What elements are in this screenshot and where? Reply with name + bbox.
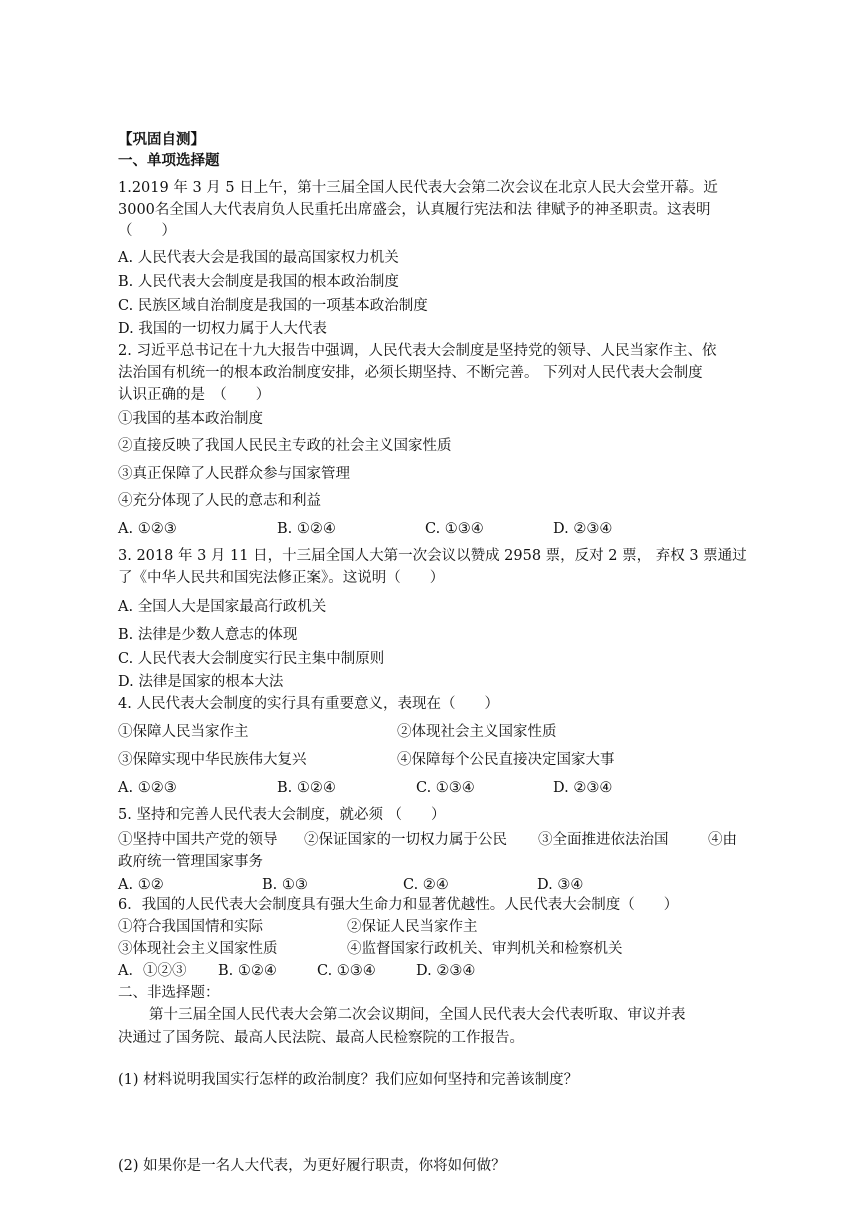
q6-item-4: ④监督国家行政机关、审判机关和检察机关 — [347, 941, 623, 957]
q2-item-1: ①我国的基本政治制度 — [118, 411, 263, 427]
q2-item-3: ③真正保障了人民群众参与国家管理 — [118, 466, 350, 482]
q4-option-a: A. ①②③ — [118, 780, 177, 796]
heading: 【巩固自测】 — [118, 131, 205, 148]
q2-item-2: ②直接反映了我国人民民主专政的社会主义国家性质 — [118, 438, 452, 454]
q3-stem-line-2: 了《中华人民共和国宪法修正案》。这说明（ ） — [118, 570, 445, 586]
q2-option-b: B. ①②④ — [277, 521, 336, 537]
q5-item-2: ②保证国家的一切权力属于公民 — [304, 832, 507, 848]
section-title-1: 一、单项选择题 — [118, 152, 220, 169]
q6-option-c: C. ①③④ — [317, 963, 376, 979]
q5-option-c: C. ②④ — [403, 877, 449, 893]
q4-option-c: C. ①③④ — [416, 780, 475, 796]
q3-option-c: C. 人民代表大会制度实行民主集中制原则 — [118, 651, 385, 667]
q3-stem-line-1: 3. 2018 年 3 月 11 日，十三届全国人大第一次会议以赞成 2958 票，反对 2 票， 弃权 3 票通过 — [118, 548, 747, 564]
q3-option-b: B. 法律是少数人意志的体现 — [118, 627, 298, 643]
q1-option-c: C. 民族区域自治制度是我国的一项基本政治制度 — [118, 298, 428, 314]
q6-item-2: ②保证人民当家作主 — [347, 919, 478, 935]
q4-item-1: ①保障人民当家作主 — [118, 724, 249, 740]
q5-item-4-cont: 政府统一管理国家事务 — [118, 854, 263, 870]
q5-item-3: ③全面推进依法治国 — [538, 832, 669, 848]
q6-option-a: A．①②③ — [118, 963, 187, 979]
q4-item-4: ④保障每个公民直接决定国家大事 — [397, 752, 615, 768]
q2-stem-line-2: 法治国有机统一的根本政治制度安排，必须长期坚持、不断完善。 下列对人民代表大会制度 — [118, 365, 703, 381]
q1-stem-line-1: 1.2019 年 3 月 5 日上午，第十三届全国人民代表大会第二次会议在北京人民大会堂开幕。近 — [118, 180, 718, 196]
q4-item-3: ③保障实现中华民族伟大复兴 — [118, 752, 307, 768]
section-title-2: 二、非选择题： — [118, 985, 220, 1001]
q1-option-a: A. 人民代表大会是我国的最高国家权力机关 — [118, 250, 399, 266]
q5-option-d: D. ③④ — [537, 877, 584, 893]
q6-stem: 6．我国的人民代表大会制度具有强大生命力和显著优越性。人民代表大会制度（ ） — [118, 897, 679, 913]
material-line-1: 第十三届全国人民代表大会第二次会议期间，全国人民代表大会代表听取、审议并表 — [149, 1007, 686, 1023]
q2-item-4: ④充分体现了人民的意志和利益 — [118, 493, 321, 509]
material-line-2: 决通过了国务院、最高人民法院、最高人民检察院的工作报告。 — [118, 1030, 524, 1046]
q3-option-a: A. 全国人大是国家最高行政机关 — [118, 599, 327, 615]
q5-stem: 5. 坚持和完善人民代表大会制度，就必须 （ ） — [118, 807, 446, 823]
q1-stem-line-3: （ ） — [118, 223, 176, 239]
q6-option-d: D. ②③④ — [416, 963, 476, 979]
q3-option-d: D. 法律是国家的根本大法 — [118, 674, 284, 690]
q6-item-3: ③体现社会主义国家性质 — [118, 941, 278, 957]
q5-option-a: A. ①② — [118, 877, 164, 893]
q2-stem-line-1: 2. 习近平总书记在十九大报告中强调，人民代表大会制度是坚持党的领导、人民当家作主、依 — [118, 343, 717, 359]
q4-item-2: ②体现社会主义国家性质 — [397, 724, 557, 740]
q1-option-d: D. 我国的一切权力属于人大代表 — [118, 321, 327, 337]
subquestion-1: (1) 材料说明我国实行怎样的政治制度？我们应如何坚持和完善该制度？ — [118, 1072, 579, 1088]
q2-option-d: D. ②③④ — [553, 521, 613, 537]
q5-item-4: ④由 — [708, 832, 737, 848]
q1-stem-line-2: 3000名全国人大代表肩负人民重托出席盛会，认真履行宪法和法 律赋予的神圣职责。这表明 — [118, 202, 711, 218]
subquestion-2: (2) 如果你是一名人大代表，为更好履行职责，你将如何做？ — [118, 1158, 506, 1174]
q4-option-b: B. ①②④ — [277, 780, 336, 796]
q4-stem: 4. 人民代表大会制度的实行具有重要意义，表现在（ ） — [118, 696, 499, 712]
q6-option-b: B. ①②④ — [218, 963, 277, 979]
q1-option-b: B. 人民代表大会制度是我国的根本政治制度 — [118, 274, 399, 290]
q5-item-1: ①坚持中国共产党的领导 — [118, 832, 278, 848]
q2-stem-line-3: 认识正确的是 （ ） — [118, 387, 271, 403]
q6-item-1: ①符合我国国情和实际 — [118, 919, 263, 935]
q4-option-d: D. ②③④ — [553, 780, 613, 796]
q5-option-b: B. ①③ — [262, 877, 308, 893]
q2-option-a: A. ①②③ — [118, 521, 177, 537]
q2-option-c: C. ①③④ — [425, 521, 484, 537]
